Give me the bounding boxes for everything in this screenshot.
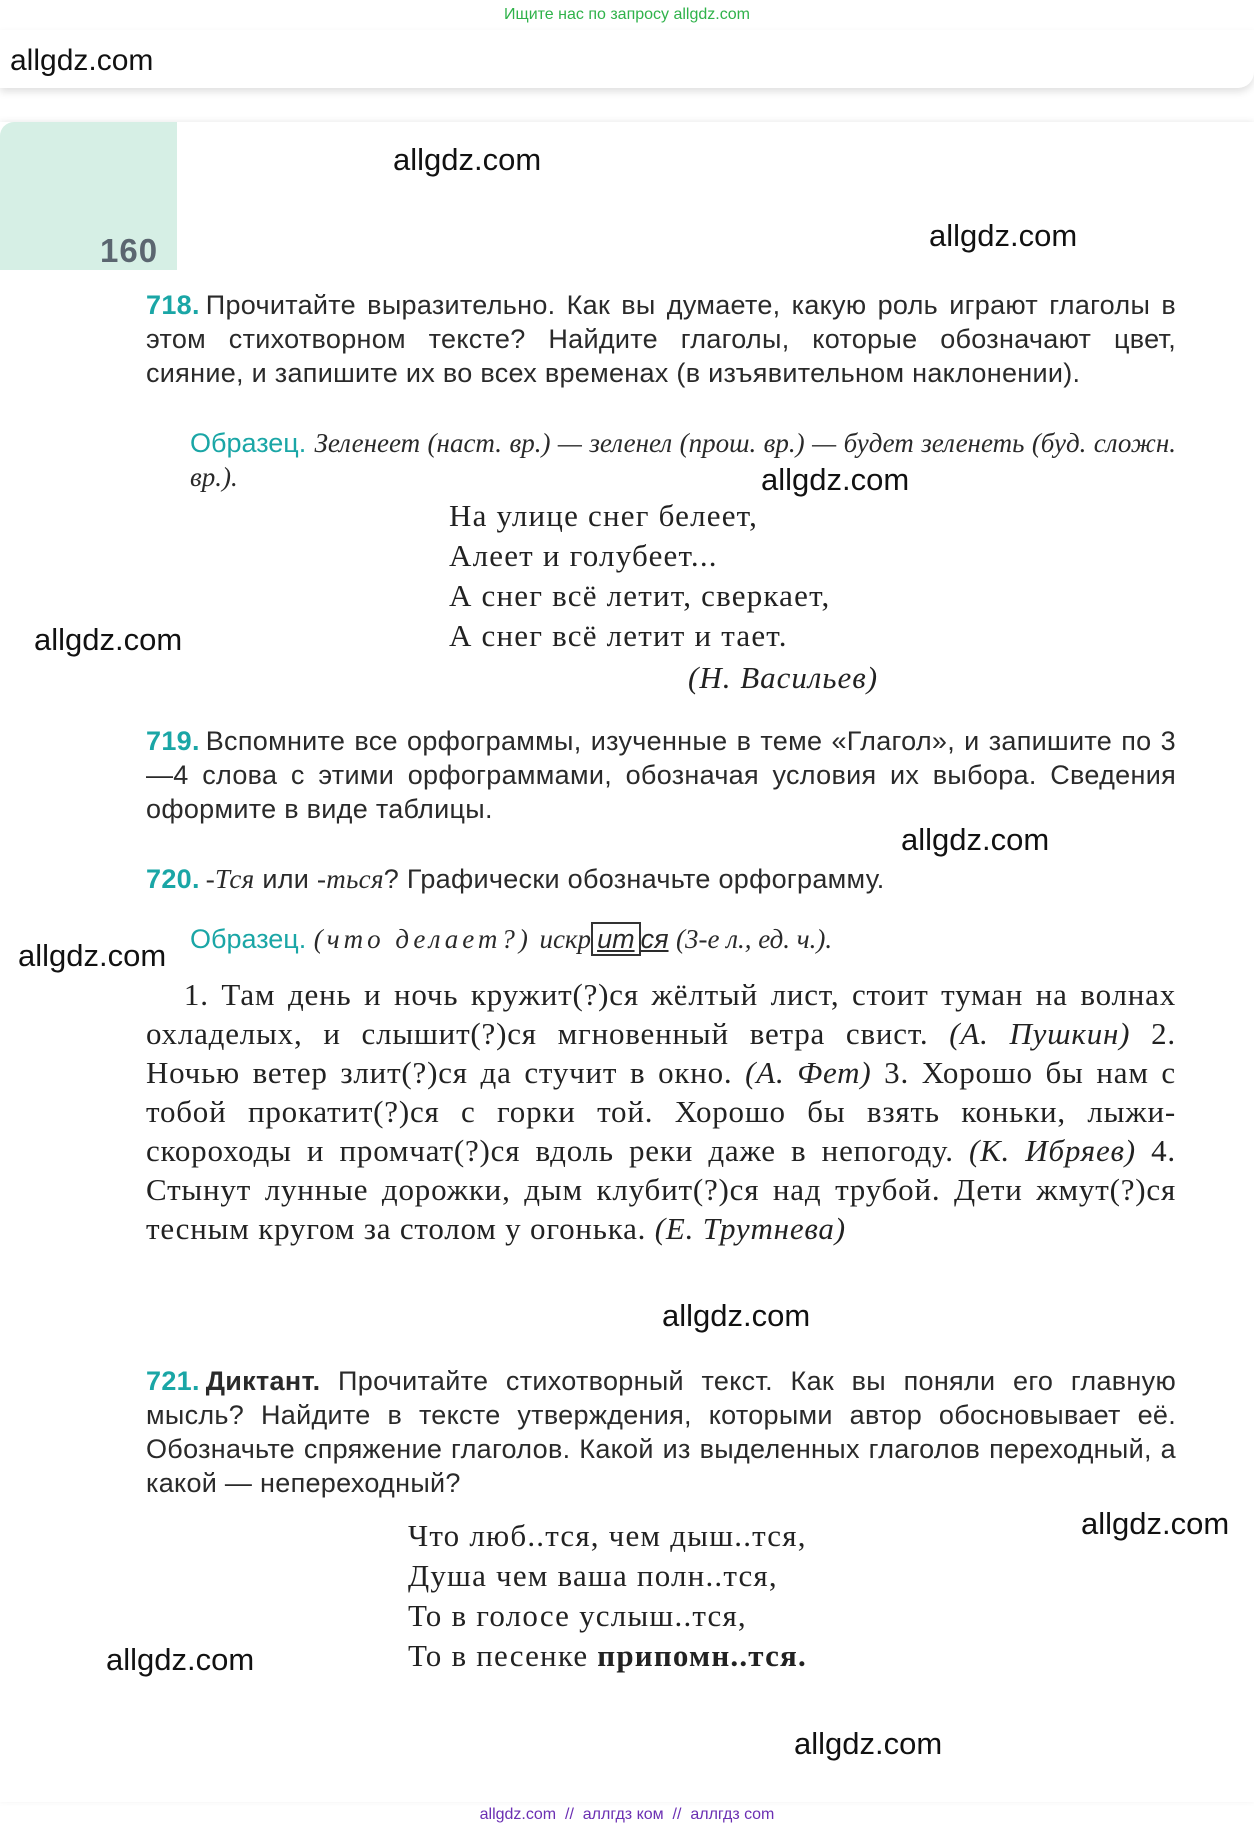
- poem-line: [408, 1636, 807, 1676]
- highlighted-verb: припомн..тся.: [597, 1638, 807, 1673]
- task-text: Вспомните все орфограммы, изученные в теме «Глагол», и запишите по 3—4 слова с этими орфограммами, обозначая условия их выбора. Сведения оформите в виде таблицы.: [146, 726, 1176, 824]
- task-718-sample: [190, 426, 1176, 494]
- page-number: 160: [100, 232, 159, 269]
- sample-word-root: искр: [539, 924, 592, 954]
- header-bar: [0, 30, 1254, 88]
- watermark: allgdz.com: [662, 1298, 811, 1333]
- task-720: [146, 862, 1176, 896]
- task-text: Прочитайте стихотворный текст. Как вы поняли его главную мысль? Найдите в тексте утверждения, которыми автор обосновывает её. Обозначьте спряжение глаголов. Какой из выделенных глаголов переходный, а какой — непереходный?: [146, 1366, 1176, 1498]
- conjunction: или: [262, 864, 310, 894]
- task-720-sample: [190, 922, 1176, 956]
- exercise-part-1: 1. Там день и ночь кружит(?)ся жёлтый лист, стоит туман на волнах охладелых, и слышит(?)ся мгновенный ветра свист.: [146, 977, 1176, 1051]
- sample-text: Зеленеет (наст. вр.) — зеленел (прош. вр.) — будет зеленеть (буд. сложн. вр.).: [190, 428, 1176, 492]
- exercise-author-3: (К. Ибряев): [969, 1133, 1136, 1168]
- sample-word-end: ся: [640, 924, 669, 954]
- poem-721: [408, 1516, 807, 1676]
- sample-question: (что делает?): [313, 924, 532, 954]
- poem-line: Что люб..тся, чем дыш..тся,: [408, 1518, 807, 1553]
- suffix-tsya2: -ться: [316, 864, 384, 894]
- poem-line: То в голосе услыш..тся,: [408, 1598, 747, 1633]
- poem-718: [449, 496, 830, 656]
- poem-line: А снег всё летит, сверкает,: [449, 578, 831, 613]
- task-721: [146, 1364, 1176, 1500]
- sample-label: Образец.: [190, 428, 307, 458]
- task-number: 721.: [146, 1366, 200, 1396]
- task-question: ? Графически обозначьте орфограмму.: [383, 864, 885, 894]
- sample-label: Образец.: [190, 924, 307, 954]
- sample-word-box-text: ит: [597, 924, 635, 954]
- watermark: allgdz.com: [929, 218, 1078, 253]
- task-title: Диктант.: [205, 1366, 321, 1396]
- task-720-exercise: [146, 975, 1176, 1248]
- site-banner[interactable]: Ищите нас по запросу allgdz.com: [504, 6, 750, 23]
- watermark: allgdz.com: [18, 938, 167, 973]
- sample-word-box: [591, 922, 641, 956]
- exercise-author-4: (Е. Трутнева): [654, 1211, 846, 1246]
- exercise-part-4: 4. Стынут лунные дорожки, дым клубит(?)ся над трубой. Дети жмут(?)ся тесным кругом за столом у огонька.: [146, 1133, 1176, 1246]
- exercise-part-2: 2. Ночью ветер злит(?)ся да стучит в окно.: [146, 1016, 1176, 1090]
- header-logo[interactable]: allgdz.com: [10, 44, 154, 77]
- watermark: allgdz.com: [34, 622, 183, 657]
- poem-line: На улице снег белеет,: [449, 498, 759, 533]
- watermark: allgdz.com: [794, 1726, 943, 1761]
- poem-author: (Н. Васильев): [688, 660, 879, 695]
- poem-line-start: То в песенке: [408, 1638, 589, 1673]
- watermark: allgdz.com: [1081, 1506, 1230, 1541]
- task-number: 718.: [146, 290, 200, 320]
- exercise-author-1: (А. Пушкин): [949, 1016, 1131, 1051]
- poem-line: А снег всё летит и тает.: [449, 618, 788, 653]
- footer-links[interactable]: allgdz.com // аллгдз ком // аллгдз com: [479, 1806, 775, 1823]
- watermark: allgdz.com: [393, 142, 542, 177]
- exercise-part-3: 3. Хорошо бы нам с тобой прокатит(?)ся с горки той. Хорошо бы взять коньки, лыжи-скороходы и промчат(?)ся вдоль реки даже в непогоду.: [146, 1055, 1176, 1168]
- watermark: allgdz.com: [761, 462, 910, 497]
- task-number: 720.: [146, 864, 200, 894]
- suffix-tsya: -Тся: [205, 864, 255, 894]
- watermark: allgdz.com: [106, 1642, 255, 1677]
- sample-tail: (3-е л., ед. ч.).: [676, 924, 833, 954]
- poem-line: Душа чем ваша полн..тся,: [408, 1558, 778, 1593]
- task-number: 719.: [146, 726, 200, 756]
- task-718: [146, 288, 1176, 390]
- watermark: allgdz.com: [901, 822, 1050, 857]
- task-text: Прочитайте выразительно. Как вы думаете, какую роль играют глаголы в этом стихотворном тексте? Найдите глаголы, которые обозначают цвет, сияние, и запишите их во всех временах (в изъявительном наклонении).: [146, 290, 1176, 388]
- task-719: [146, 724, 1176, 826]
- exercise-author-2: (А. Фет): [745, 1055, 872, 1090]
- poem-line: Алеет и голубеет...: [449, 538, 718, 573]
